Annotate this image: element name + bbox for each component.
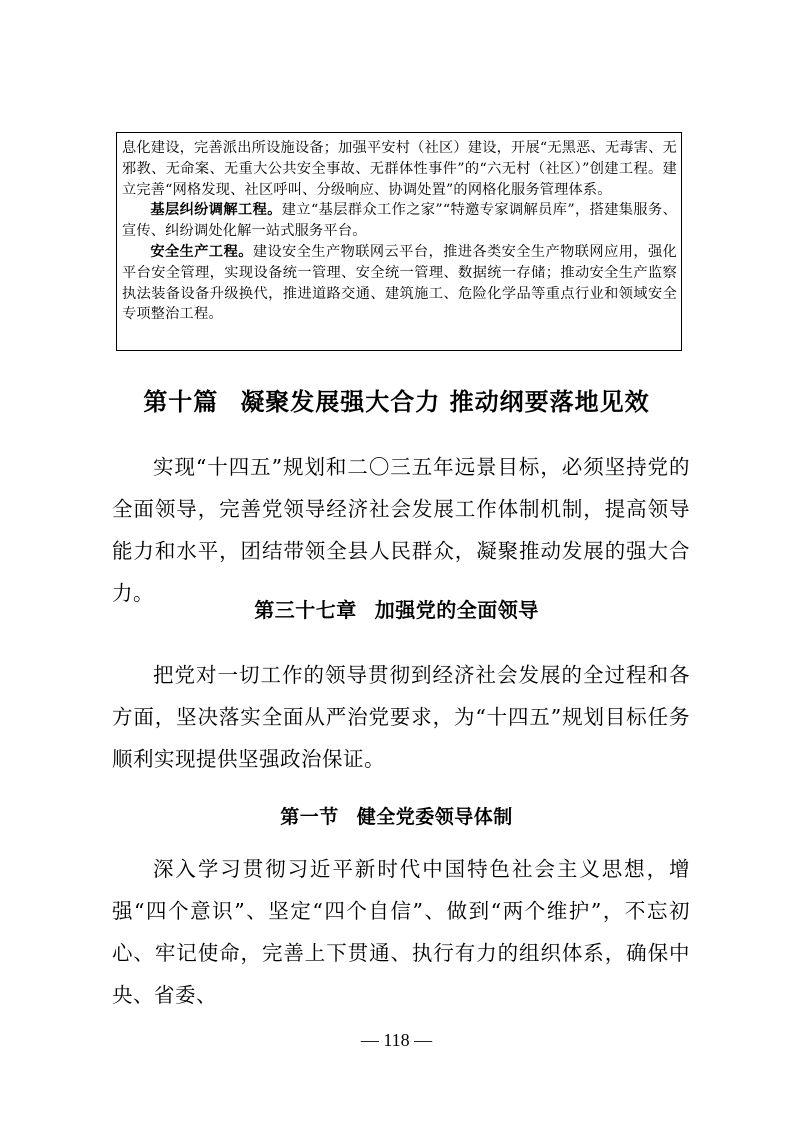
section-heading: 健全党委领导体制 [356, 806, 513, 828]
box-paragraph-3 [122, 242, 677, 325]
part-number: 第十篇 [143, 388, 219, 416]
box-paragraph-2 [122, 200, 677, 242]
box-paragraph-1: 息化建设，完善派出所设施设备；加强平安村（社区）建设，开展“无黑恶、无毒害、无邪教、无命案、无重大公共安全事故、无群体性事件”的“六无村（社区）”创建工程。建立完善“网格发现、社区呼叫、分级响应、协调处置”的网格化服务管理体系。 [122, 140, 677, 198]
section-paragraph: 深入学习贯彻习近平新时代中国特色社会主义思想，增强“四个意识”、坚定“四个自信”、做到“两个维护”，不忘初心、牢记使命，完善上下贯通、执行有力的组织体系，确保中央、省委、 [112, 857, 690, 1007]
chapter-heading: 加强党的全面领导 [374, 598, 539, 622]
box-item-text: 建设安全生产物联网云平台，推进各类安全生产物联网应用，强化平台安全管理，实现设备统一管理、安全统一管理、数据统一存储；推动安全生产监察执法装备设备升级换代，推进道路交通、建筑施工、危险化学品等重点行业和领域安全专项整治工程。 [122, 243, 677, 323]
intro-paragraph: 实现“十四五”规划和二〇三五年远景目标，必须坚持党的全面领导，完善党领导经济社会发展工作体制机制，提高领导能力和水平，团结带领全县人民群众，凝聚推动发展的强大合力。 [112, 455, 690, 605]
project-box [116, 132, 682, 351]
box-item-title: 基层纠纷调解工程。 [150, 202, 282, 219]
page-number: — 118 — [360, 1030, 433, 1050]
chapter-title [0, 594, 793, 623]
box-item-title: 安全生产工程。 [150, 243, 253, 260]
part-title [0, 382, 793, 417]
section-number: 第一节 [280, 806, 339, 828]
section-title [0, 802, 793, 829]
chapter-number: 第三十七章 [254, 598, 357, 622]
chapter-paragraph: 把党对一切工作的领导贯彻到经济社会发展的全过程和各方面，坚决落实全面从严治党要求，为“十四五”规划目标任务顺利实现提供坚强政治保证。 [112, 663, 690, 771]
box-item-text: 建立“基层群众工作之家”“特邀专家调解员库”，搭建集服务、宣传、纠纷调处化解一站式服务平台。 [122, 202, 677, 240]
part-heading: 凝聚发展强大合力 推动纲要落地见效 [240, 388, 650, 416]
